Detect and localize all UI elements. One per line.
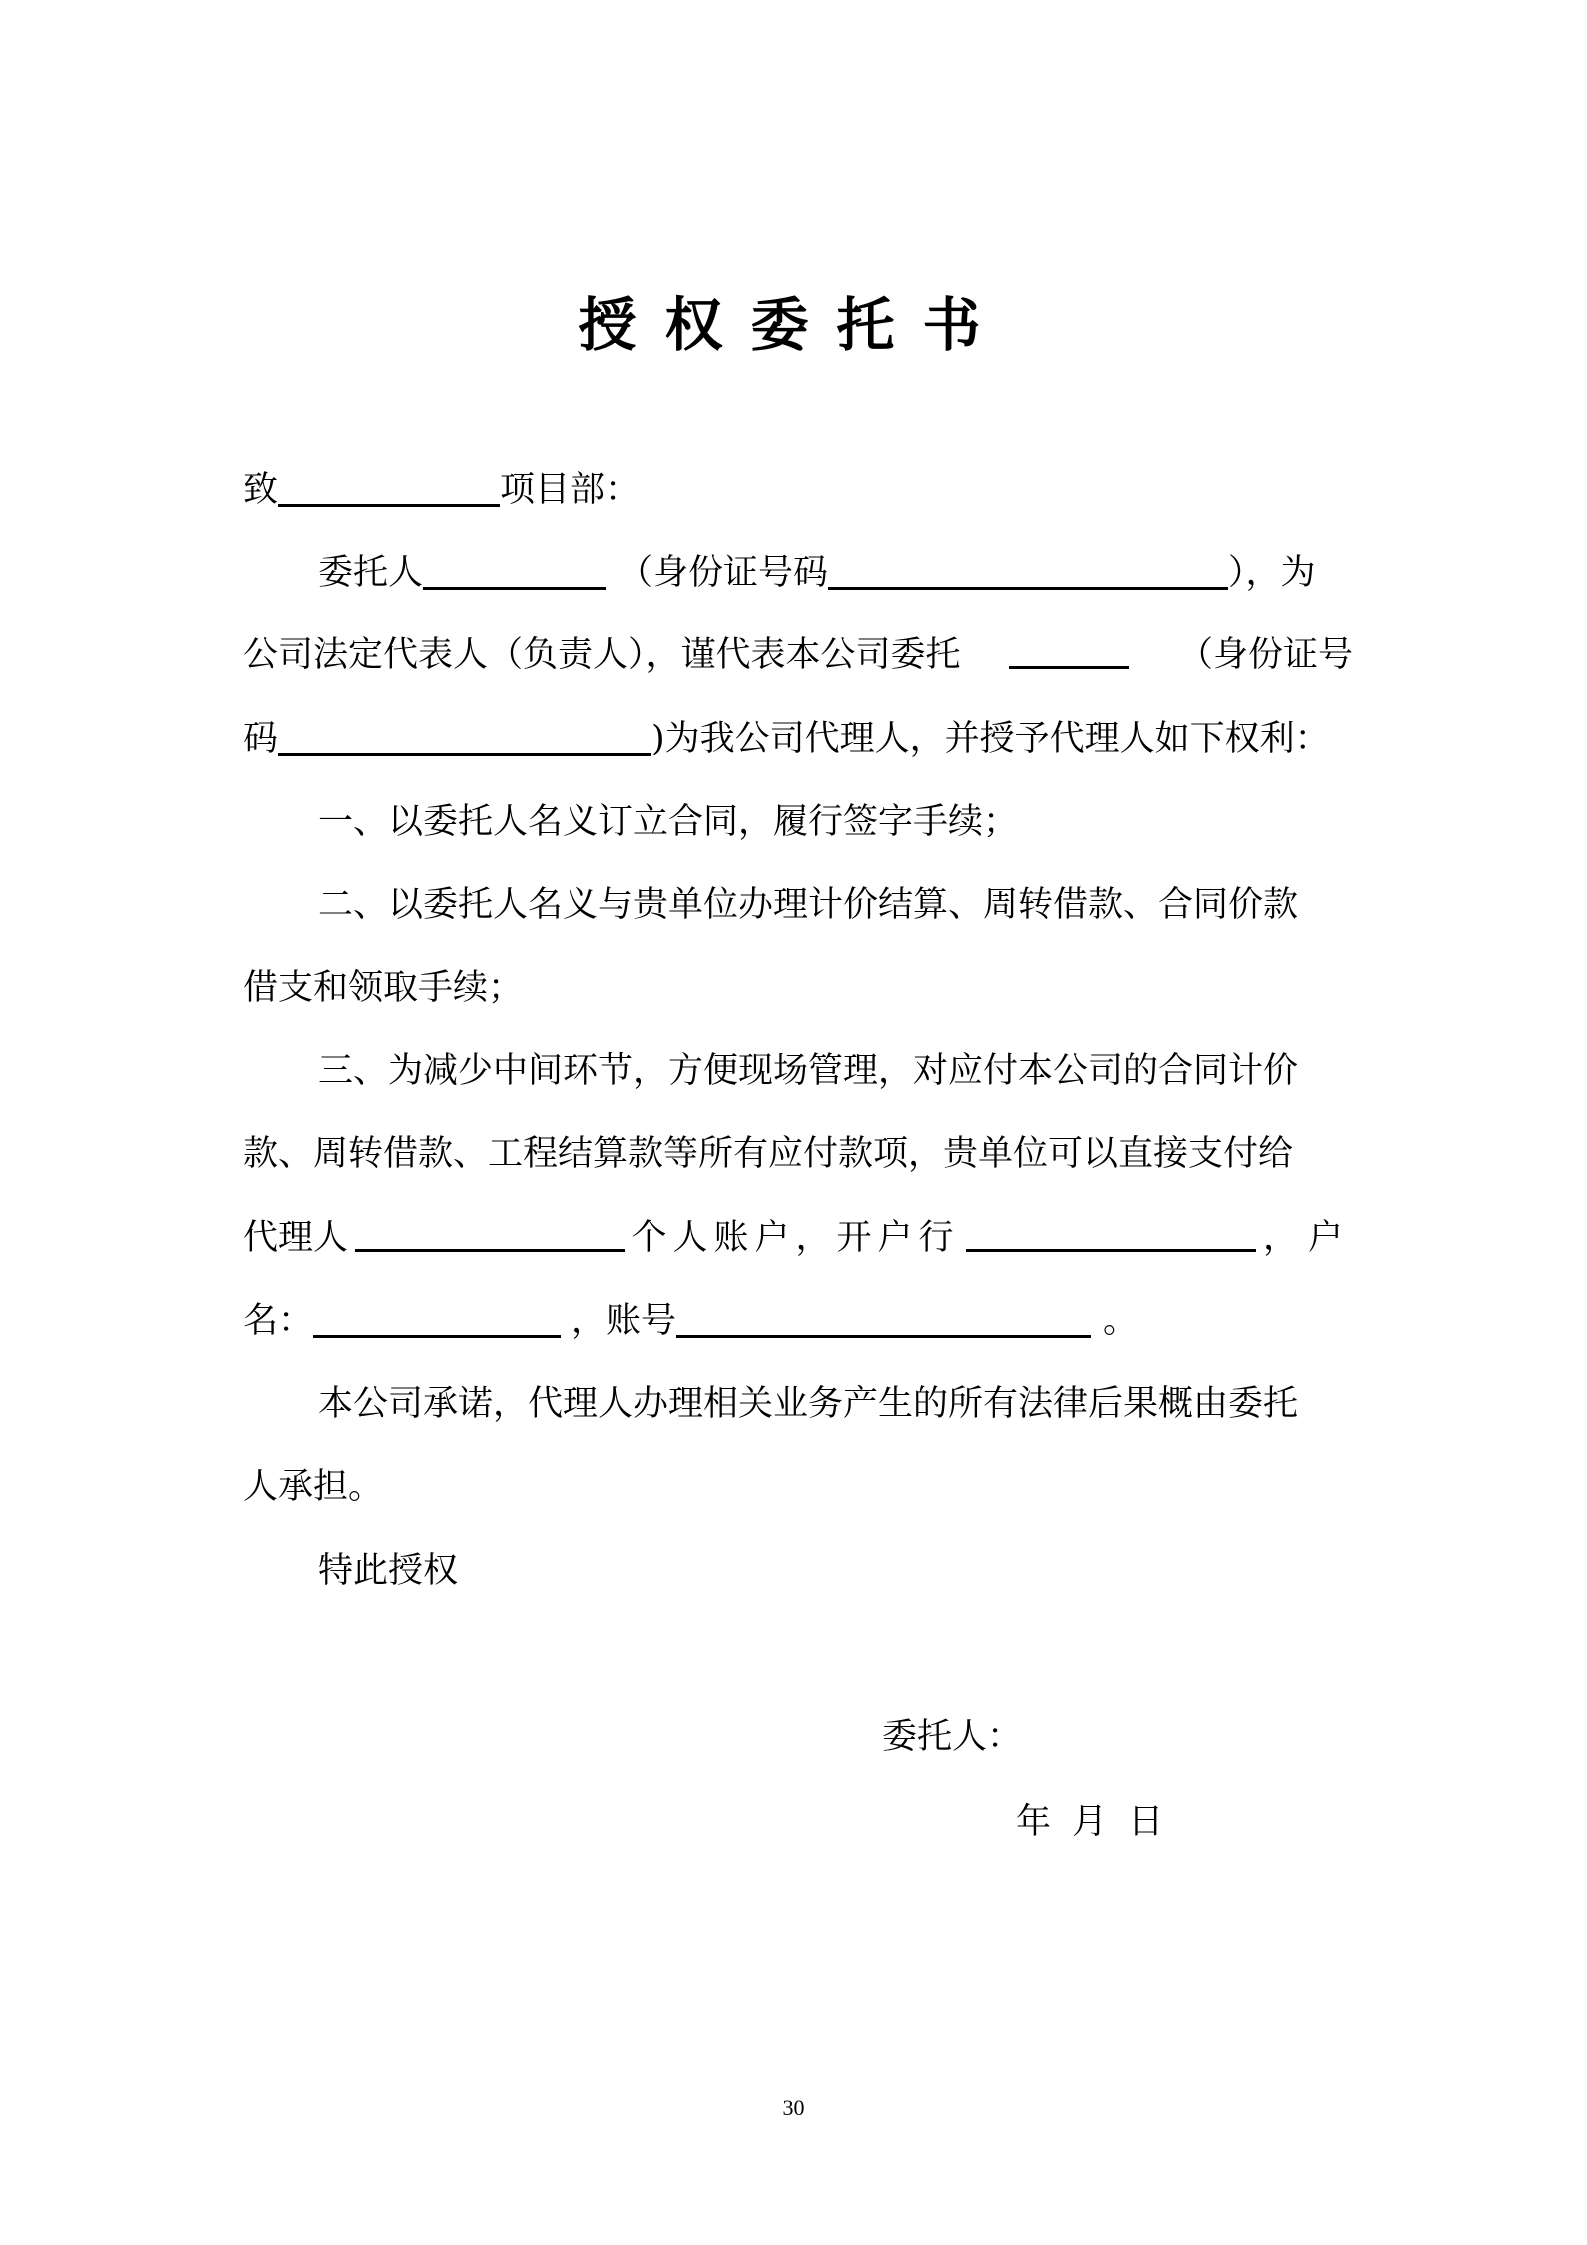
- account-holder-blank[interactable]: [313, 1299, 561, 1338]
- para1-line3: [243, 714, 1353, 764]
- para1-line3-a: 码: [243, 719, 279, 759]
- page-number: 30: [782, 2095, 805, 2120]
- item3-line3-c: ，户: [1262, 1218, 1353, 1258]
- signature-date: 年 月 日: [1016, 1802, 1164, 1842]
- para1-line3-b: )为我公司代理人，并授予代理人如下权利：: [651, 719, 1330, 759]
- commitment-line1: 本公司承诺，代理人办理相关业务产生的所有法律后果概由委托: [318, 1384, 1299, 1424]
- item3-line3-b: 个人账户，开户行: [631, 1218, 960, 1258]
- salutation-suffix: 项目部：: [500, 470, 641, 510]
- para1-line1-c: ），为: [1228, 553, 1316, 593]
- item3-line3: [243, 1213, 1353, 1263]
- para1-line2: [243, 630, 1353, 680]
- signature-label: 委托人：: [882, 1717, 1023, 1757]
- para1-line1-a: 委托人: [318, 553, 424, 593]
- item2-line1: 二、以委托人名义与贵单位办理计价结算、周转借款、合同价款: [318, 885, 1299, 925]
- salutation-line: [243, 465, 1353, 515]
- bank-name-blank[interactable]: [966, 1213, 1256, 1252]
- para1-line2-a: 公司法定代表人（负责人），谨代表本公司委托: [243, 635, 961, 675]
- account-number-blank[interactable]: [676, 1299, 1091, 1338]
- item3-line4-b: ，账号: [571, 1301, 677, 1341]
- agent-account-blank[interactable]: [355, 1213, 625, 1252]
- item1-line: 一、以委托人名义订立合同，履行签字手续；: [318, 802, 1019, 842]
- para1-line2-b: （身份证号: [1177, 635, 1353, 675]
- principal-id-blank[interactable]: [828, 551, 1228, 590]
- document-title: 授权委托书: [578, 291, 1009, 359]
- agent-name-blank[interactable]: [1009, 630, 1129, 669]
- item3-line4-a: 名：: [243, 1301, 314, 1341]
- para1-line1-b: （身份证号码: [618, 553, 829, 593]
- project-name-blank[interactable]: [278, 468, 500, 507]
- commitment-line2: 人承担。: [243, 1467, 384, 1507]
- closing-line: 特此授权: [318, 1551, 459, 1591]
- item3-line3-a: 代理人: [243, 1218, 349, 1258]
- item2-line2: 借支和领取手续；: [243, 968, 524, 1008]
- item3-line4: [243, 1296, 1353, 1346]
- principal-name-blank[interactable]: [423, 551, 606, 590]
- para1-line1: [318, 548, 1353, 598]
- item3-line2: 款、周转借款、工程结算款等所有应付款项，贵单位可以直接支付给: [243, 1134, 1294, 1174]
- item3-line4-c: 。: [1103, 1301, 1139, 1341]
- agent-id-blank[interactable]: [278, 717, 651, 756]
- item3-line1: 三、为减少中间环节，方便现场管理，对应付本公司的合同计价: [318, 1051, 1299, 1091]
- salutation-prefix: 致: [243, 470, 279, 510]
